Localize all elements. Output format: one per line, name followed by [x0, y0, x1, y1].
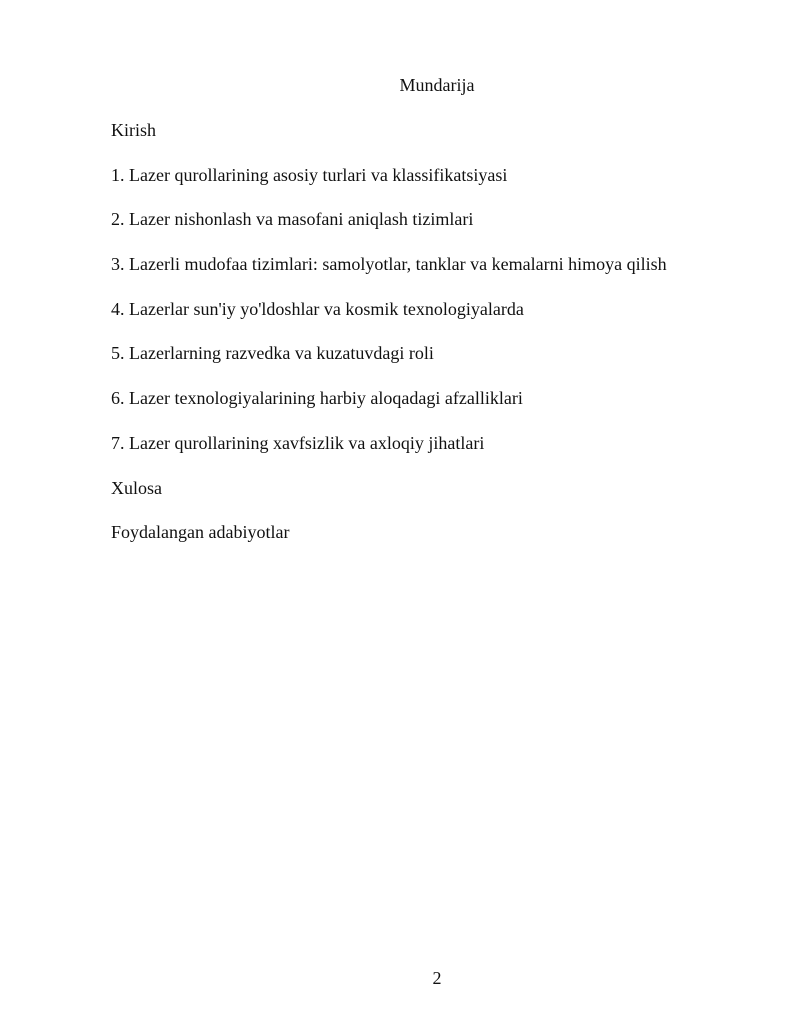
toc-item-3: 3. Lazerli mudofaa tizimlari: samolyotlar, tanklar va kemalarni himoya qilish — [111, 254, 667, 275]
toc-item-4: 4. Lazerlar sun'iy yo'ldoshlar va kosmik texnologiyalarda — [111, 298, 524, 319]
toc-item-7: 7. Lazer qurollarining xavfsizlik va axloqiy jihatlari — [111, 432, 485, 453]
toc-item-6: 6. Lazer texnologiyalarining harbiy aloqadagi afzalliklari — [111, 388, 523, 409]
toc-item-1: 1. Lazer qurollarining asosiy turlari va klassifikatsiyasi — [111, 164, 508, 185]
page-number: 2 — [432, 968, 442, 988]
page-title: Mundarija — [399, 75, 475, 95]
toc-item-2: 2. Lazer nishonlash va masofani aniqlash tizimlari — [111, 209, 474, 230]
toc-item-introduction: Kirish — [111, 120, 156, 140]
toc-item-5: 5. Lazerlarning razvedka va kuzatuvdagi roli — [111, 343, 434, 364]
toc-item-references: Foydalangan adabiyotlar — [111, 522, 290, 543]
toc-item-conclusion: Xulosa — [111, 477, 162, 498]
table-of-contents — [111, 119, 667, 566]
